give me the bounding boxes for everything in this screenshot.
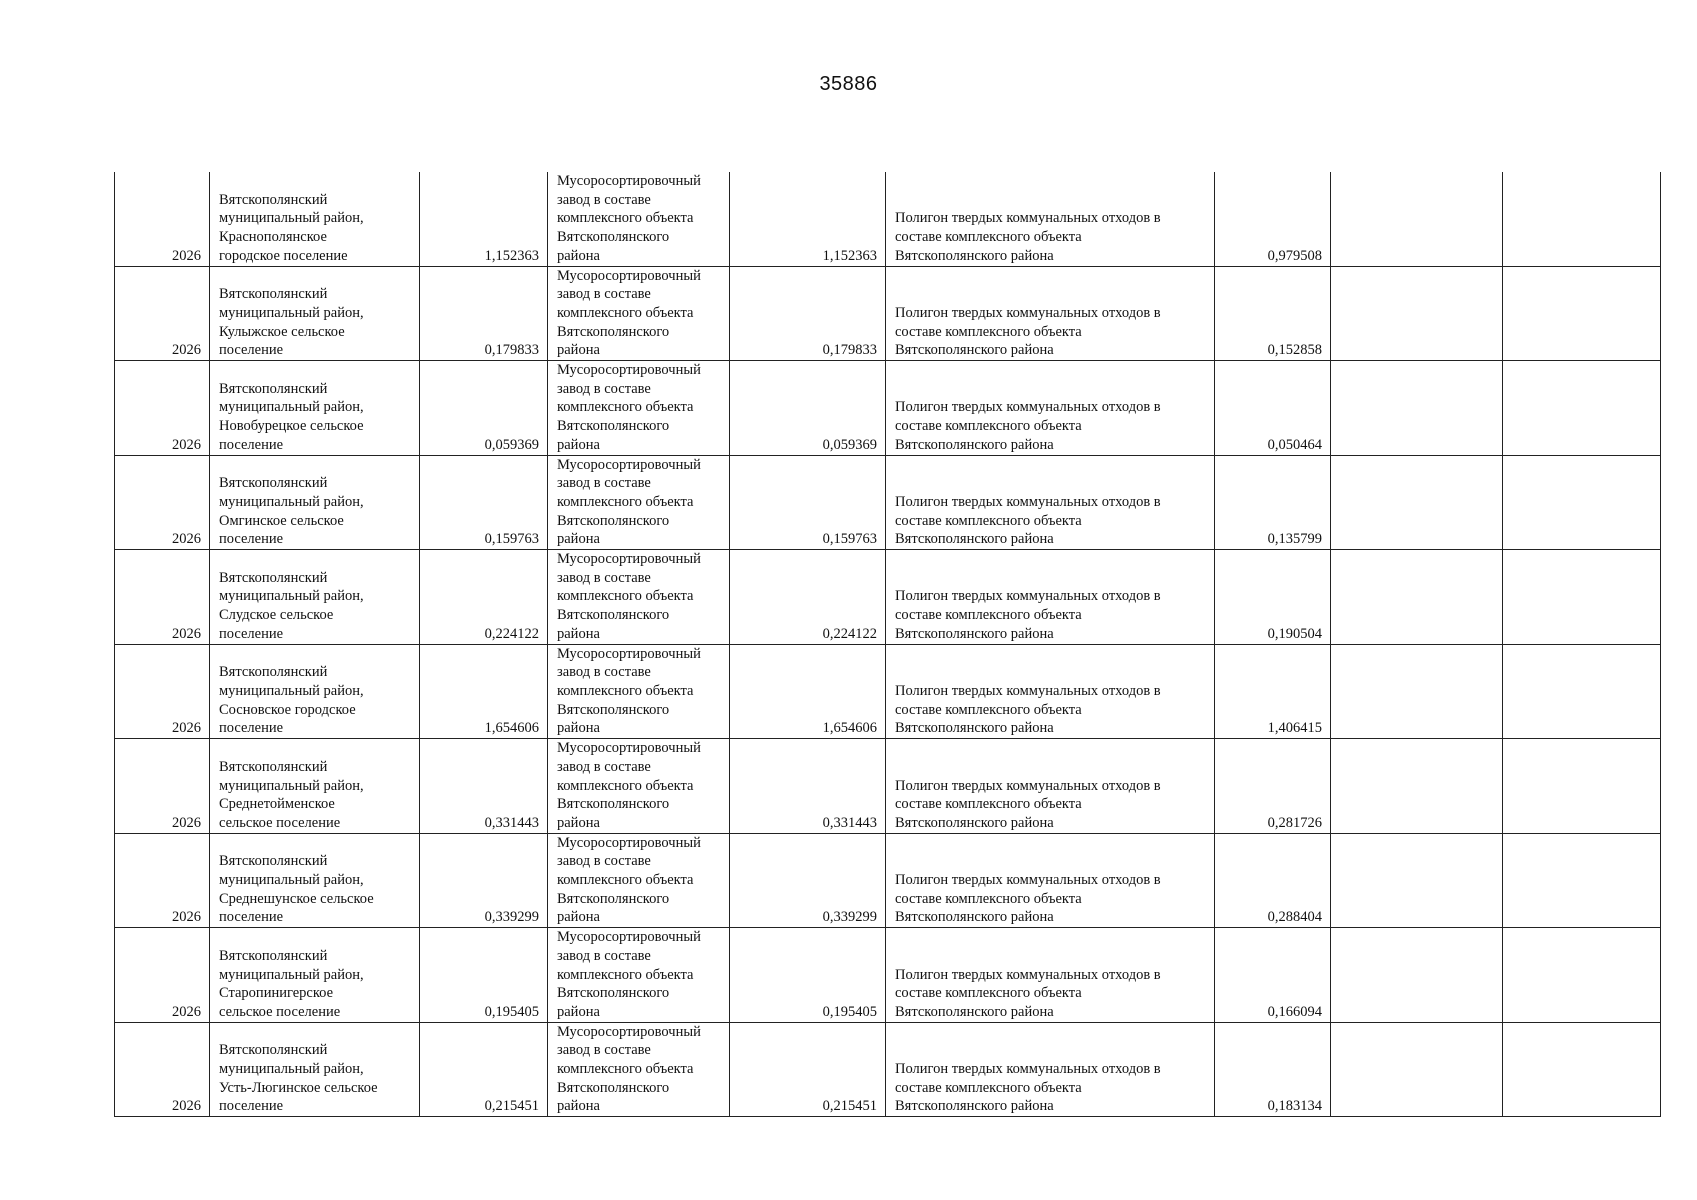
cell-facility-landfill: Полигон твердых коммунальных отходов в составе комплексного объекта Вятскополянского района [886, 455, 1215, 550]
cell-territory: Вятскополянский муниципальный район, Слудское сельское поселение [210, 550, 420, 645]
cell-year: 2026 [115, 644, 210, 739]
cell-territory: Вятскополянский муниципальный район, Новобурецкое сельское поселение [210, 361, 420, 456]
cell-empty-1 [1331, 266, 1503, 361]
cell-facility-landfill: Полигон твердых коммунальных отходов в составе комплексного объекта Вятскополянского района [886, 833, 1215, 928]
cell-empty-2 [1503, 550, 1661, 645]
cell-empty-1 [1331, 550, 1503, 645]
cell-value-3: 0,183134 [1215, 1022, 1331, 1117]
cell-year: 2026 [115, 455, 210, 550]
cell-empty-1 [1331, 455, 1503, 550]
cell-value-2: 0,195405 [730, 928, 886, 1023]
cell-empty-1 [1331, 928, 1503, 1023]
cell-facility-sorting: Мусоросортировочный завод в составе комплексного объекта Вятскополянского района [548, 266, 730, 361]
cell-facility-landfill: Полигон твердых коммунальных отходов в составе комплексного объекта Вятскополянского района [886, 644, 1215, 739]
cell-value-1: 0,224122 [420, 550, 548, 645]
cell-facility-sorting: Мусоросортировочный завод в составе комплексного объекта Вятскополянского района [548, 455, 730, 550]
cell-empty-2 [1503, 928, 1661, 1023]
table-row [115, 550, 1661, 645]
cell-year: 2026 [115, 739, 210, 834]
cell-territory: Вятскополянский муниципальный район, Среднетойменское сельское поселение [210, 739, 420, 834]
cell-value-1: 1,152363 [420, 172, 548, 266]
cell-value-1: 0,159763 [420, 455, 548, 550]
cell-value-1: 0,179833 [420, 266, 548, 361]
cell-empty-2 [1503, 1022, 1661, 1117]
cell-value-3: 0,288404 [1215, 833, 1331, 928]
cell-facility-landfill: Полигон твердых коммунальных отходов в составе комплексного объекта Вятскополянского района [886, 361, 1215, 456]
cell-territory: Вятскополянский муниципальный район, Кулыжское сельское поселение [210, 266, 420, 361]
cell-facility-landfill: Полигон твердых коммунальных отходов в составе комплексного объекта Вятскополянского района [886, 550, 1215, 645]
table-row [115, 928, 1661, 1023]
cell-value-2: 0,215451 [730, 1022, 886, 1117]
cell-empty-2 [1503, 455, 1661, 550]
cell-year: 2026 [115, 266, 210, 361]
cell-value-2: 0,179833 [730, 266, 886, 361]
cell-value-2: 0,159763 [730, 455, 886, 550]
cell-value-2: 1,152363 [730, 172, 886, 266]
cell-empty-1 [1331, 644, 1503, 739]
table-body [115, 172, 1661, 1117]
cell-year: 2026 [115, 361, 210, 456]
table-row [115, 172, 1661, 266]
page-number: 35886 [819, 73, 878, 95]
cell-year: 2026 [115, 833, 210, 928]
cell-value-2: 0,059369 [730, 361, 886, 456]
cell-year: 2026 [115, 172, 210, 266]
cell-territory: Вятскополянский муниципальный район, Старопинигерское сельское поселение [210, 928, 420, 1023]
table-row [115, 833, 1661, 928]
cell-year: 2026 [115, 928, 210, 1023]
cell-facility-sorting: Мусоросортировочный завод в составе комплексного объекта Вятскополянского района [548, 739, 730, 834]
cell-value-3: 0,979508 [1215, 172, 1331, 266]
cell-value-2: 0,331443 [730, 739, 886, 834]
cell-year: 2026 [115, 550, 210, 645]
cell-facility-sorting: Мусоросортировочный завод в составе комплексного объекта Вятскополянского района [548, 1022, 730, 1117]
cell-empty-1 [1331, 172, 1503, 266]
cell-value-2: 0,224122 [730, 550, 886, 645]
cell-facility-sorting: Мусоросортировочный завод в составе комплексного объекта Вятскополянского района [548, 550, 730, 645]
cell-facility-sorting: Мусоросортировочный завод в составе комплексного объекта Вятскополянского района [548, 172, 730, 266]
cell-value-3: 0,166094 [1215, 928, 1331, 1023]
cell-facility-landfill: Полигон твердых коммунальных отходов в составе комплексного объекта Вятскополянского района [886, 266, 1215, 361]
table-row [115, 266, 1661, 361]
table-row [115, 361, 1661, 456]
cell-empty-1 [1331, 833, 1503, 928]
cell-territory: Вятскополянский муниципальный район, Усть-Люгинское сельское поселение [210, 1022, 420, 1117]
cell-empty-2 [1503, 172, 1661, 266]
cell-value-3: 0,050464 [1215, 361, 1331, 456]
cell-facility-landfill: Полигон твердых коммунальных отходов в составе комплексного объекта Вятскополянского района [886, 172, 1215, 266]
cell-value-1: 0,195405 [420, 928, 548, 1023]
cell-value-3: 0,281726 [1215, 739, 1331, 834]
table-row [115, 1022, 1661, 1117]
cell-facility-sorting: Мусоросортировочный завод в составе комплексного объекта Вятскополянского района [548, 644, 730, 739]
cell-value-1: 0,059369 [420, 361, 548, 456]
waste-flow-table [114, 172, 1661, 1117]
cell-territory: Вятскополянский муниципальный район, Омгинское сельское поселение [210, 455, 420, 550]
table-row [115, 739, 1661, 834]
cell-facility-landfill: Полигон твердых коммунальных отходов в составе комплексного объекта Вятскополянского района [886, 928, 1215, 1023]
cell-empty-2 [1503, 266, 1661, 361]
cell-value-3: 1,406415 [1215, 644, 1331, 739]
cell-facility-landfill: Полигон твердых коммунальных отходов в составе комплексного объекта Вятскополянского района [886, 1022, 1215, 1117]
cell-empty-1 [1331, 739, 1503, 834]
cell-value-1: 1,654606 [420, 644, 548, 739]
cell-empty-2 [1503, 833, 1661, 928]
cell-territory: Вятскополянский муниципальный район, Среднешунское сельское поселение [210, 833, 420, 928]
cell-empty-1 [1331, 1022, 1503, 1117]
cell-empty-2 [1503, 361, 1661, 456]
cell-facility-landfill: Полигон твердых коммунальных отходов в составе комплексного объекта Вятскополянского района [886, 739, 1215, 834]
cell-value-3: 0,135799 [1215, 455, 1331, 550]
cell-value-1: 0,215451 [420, 1022, 548, 1117]
cell-value-3: 0,152858 [1215, 266, 1331, 361]
cell-facility-sorting: Мусоросортировочный завод в составе комплексного объекта Вятскополянского района [548, 361, 730, 456]
cell-year: 2026 [115, 1022, 210, 1117]
cell-value-1: 0,339299 [420, 833, 548, 928]
cell-value-2: 0,339299 [730, 833, 886, 928]
cell-value-1: 0,331443 [420, 739, 548, 834]
cell-territory: Вятскополянский муниципальный район, Краснополянское городское поселение [210, 172, 420, 266]
cell-territory: Вятскополянский муниципальный район, Сосновское городское поселение [210, 644, 420, 739]
cell-empty-1 [1331, 361, 1503, 456]
cell-empty-2 [1503, 644, 1661, 739]
cell-facility-sorting: Мусоросортировочный завод в составе комплексного объекта Вятскополянского района [548, 928, 730, 1023]
cell-facility-sorting: Мусоросортировочный завод в составе комплексного объекта Вятскополянского района [548, 833, 730, 928]
cell-value-3: 0,190504 [1215, 550, 1331, 645]
table-row [115, 644, 1661, 739]
table-row [115, 455, 1661, 550]
cell-empty-2 [1503, 739, 1661, 834]
cell-value-2: 1,654606 [730, 644, 886, 739]
